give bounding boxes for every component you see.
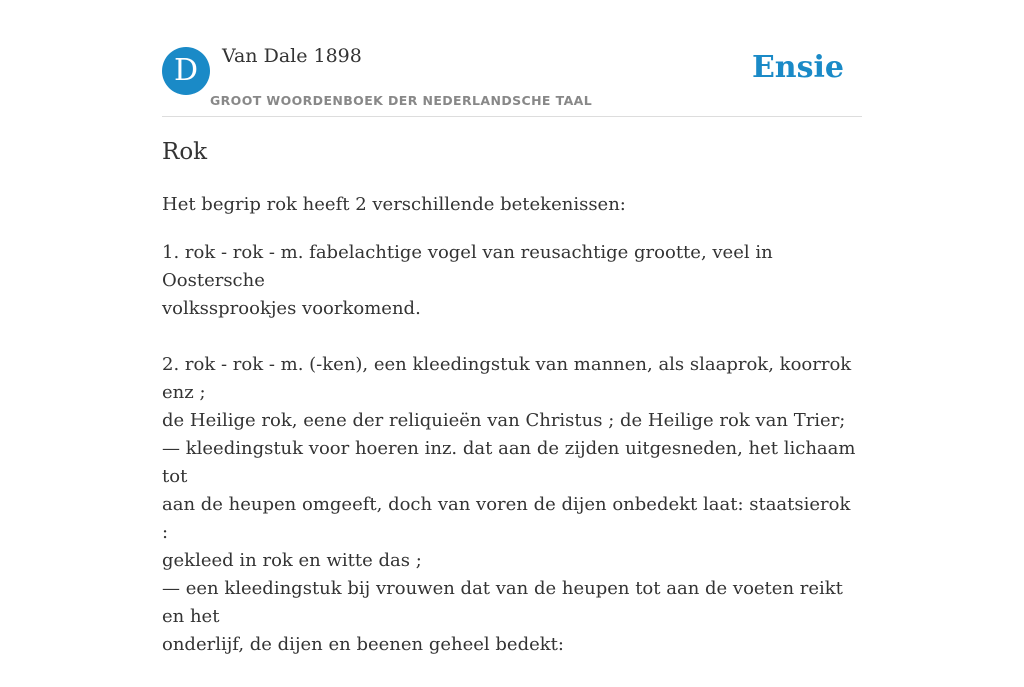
source-subtitle: GROOT WOORDENBOEK DER NEDERLANDSCHE TAAL (210, 93, 593, 108)
definition-line: — kleedingstuk voor hoeren inz. dat aan de zijden uitgesneden, het lichaam tot (162, 438, 856, 487)
definition-line: onderlijf, de dijen en beenen geheel bedekt: (162, 634, 564, 655)
definition-line: 1. rok - rok - m. fabelachtige vogel van reusachtige grootte, veel in Oostersche (162, 242, 773, 291)
definition-line: gekleed in rok en witte das ; (162, 550, 422, 571)
definition-line: volkssprookjes voorkomend. (162, 298, 421, 319)
page-container (162, 0, 862, 655)
entry-intro: Het begrip rok heeft 2 verschillende betekenissen: (162, 194, 626, 215)
definition-item (162, 351, 862, 659)
source-title-link[interactable]: Van Dale 1898 (222, 45, 362, 67)
source-logo[interactable]: D (162, 47, 210, 95)
definition-line: 2. rok - rok - m. (-ken), een kleedingstuk van mannen, als slaaprok, koorrok enz ; (162, 354, 852, 403)
definitions-list (162, 239, 862, 687)
definition-line: aan de heupen omgeeft, doch van voren de dijen onbedekt laat: staatsierok : (162, 494, 851, 543)
definition-line: — een kleedingstuk bij vrouwen dat van de heupen tot aan de voeten reikt en het (162, 578, 843, 627)
ensie-brand-logo[interactable]: Ensie (751, 50, 844, 85)
definition-line: de Heilige rok, eene der reliquieën van Christus ; de Heilige rok van Trier; (162, 410, 846, 431)
definition-item (162, 239, 862, 323)
source-header (162, 0, 862, 117)
entry-title: Rok (162, 139, 208, 165)
